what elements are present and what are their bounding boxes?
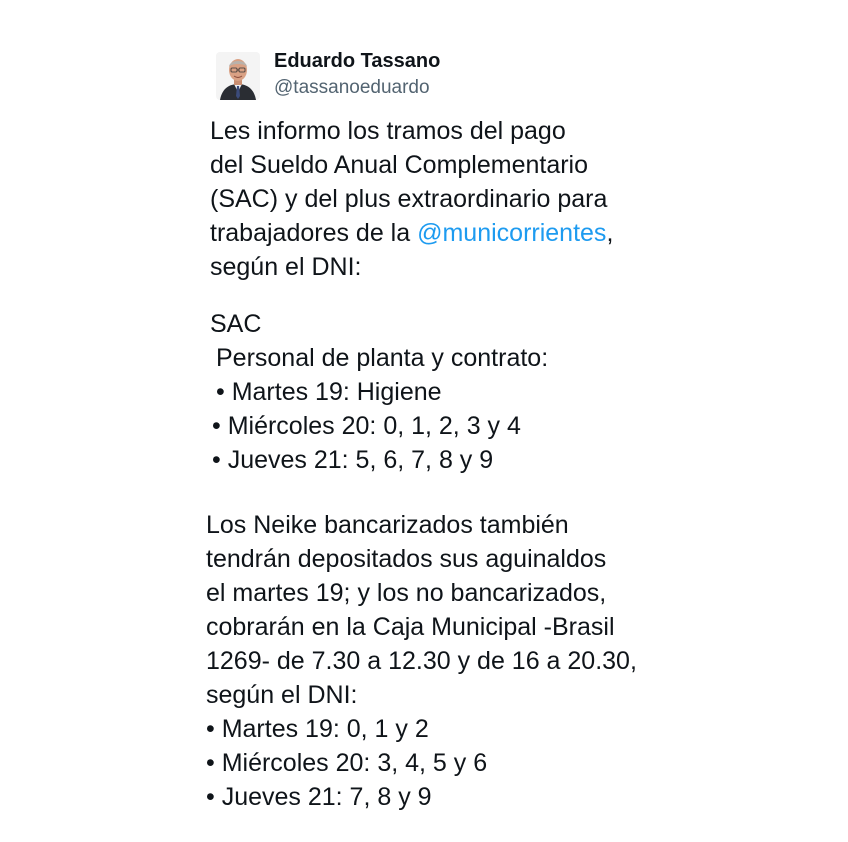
list-item: • Jueves 21: 7, 8 y 9 bbox=[206, 783, 432, 811]
neike-line: cobrarán en la Caja Municipal -Brasil bbox=[206, 613, 615, 641]
intro-line: Les informo los tramos del pago bbox=[210, 117, 566, 145]
neike-line: el martes 19; y los no bancarizados, bbox=[206, 579, 607, 607]
list-item: • Miércoles 20: 3, 4, 5 y 6 bbox=[206, 749, 488, 777]
avatar-portrait-icon bbox=[216, 52, 260, 100]
list-item: • Jueves 21: 5, 6, 7, 8 y 9 bbox=[212, 446, 494, 474]
list-item: • Miércoles 20: 0, 1, 2, 3 y 4 bbox=[212, 412, 521, 440]
author-handle[interactable]: @tassanoeduardo bbox=[274, 77, 430, 98]
neike-line: Los Neike bancarizados también bbox=[206, 511, 569, 539]
intro-line: (SAC) y del plus extraordinario para bbox=[210, 185, 608, 213]
intro-line-prefix: trabajadores de la bbox=[210, 219, 418, 247]
intro-line-suffix: , bbox=[606, 219, 614, 247]
neike-section bbox=[206, 508, 637, 814]
intro-line-with-mention bbox=[210, 216, 613, 250]
author-name[interactable]: Eduardo Tassano bbox=[274, 50, 441, 72]
neike-line: según el DNI: bbox=[206, 681, 358, 709]
avatar[interactable] bbox=[216, 52, 260, 100]
tweet-intro bbox=[210, 114, 613, 284]
sac-heading: SAC bbox=[210, 310, 262, 338]
list-item: • Martes 19: Higiene bbox=[216, 378, 442, 406]
mention-link[interactable]: @municorrientes bbox=[417, 219, 607, 247]
list-item: • Martes 19: 0, 1 y 2 bbox=[206, 715, 429, 743]
sac-section bbox=[210, 307, 548, 477]
sac-subheading: Personal de planta y contrato: bbox=[216, 344, 549, 372]
intro-line: según el DNI: bbox=[210, 253, 362, 281]
neike-line: tendrán depositados sus aguinaldos bbox=[206, 545, 607, 573]
neike-line: 1269- de 7.30 a 12.30 y de 16 a 20.30, bbox=[206, 647, 637, 675]
intro-line: del Sueldo Anual Complementario bbox=[210, 151, 589, 179]
